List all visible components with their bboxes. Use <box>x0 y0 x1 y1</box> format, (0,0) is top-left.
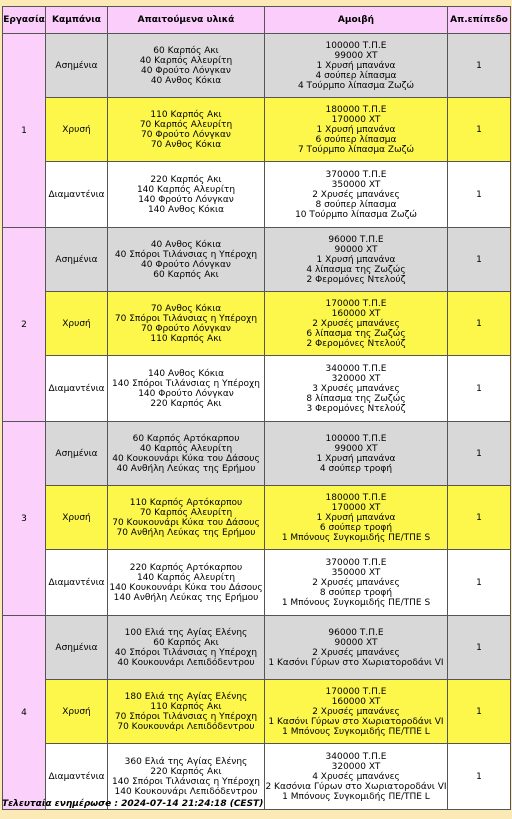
materials-cell <box>108 292 265 356</box>
required-level: 1 <box>448 550 511 616</box>
reward-item: 1 Χρυσή μπανάνα <box>316 512 396 523</box>
reward-item: 4 Τούρμπο λίπασμα Ζωζώ <box>297 80 415 91</box>
materials-cell <box>108 162 265 228</box>
material-item: 140 Καρπός Αλευρίτη <box>136 184 236 195</box>
material-item: 140 Καρπός Αλευρίτη <box>136 572 236 583</box>
materials-cell <box>108 680 265 744</box>
campaign-row <box>3 34 511 98</box>
reward-cell <box>265 550 448 616</box>
material-item: 40 Ανθήλη Λεύκας της Ερήμου <box>116 463 256 474</box>
material-item: 220 Καρπός Αρτόκαρπου <box>129 562 243 573</box>
reward-item: 340000 Τ.Π.Ε <box>325 363 387 374</box>
material-item: 70 Σπόροι Τιλάνσιας η Υπέροχη <box>114 711 258 722</box>
materials-cell <box>108 486 265 550</box>
reward-cell <box>265 680 448 744</box>
campaign-row <box>3 680 511 744</box>
required-level: 1 <box>448 228 511 292</box>
material-item: 70 Ανθος Κόκια <box>150 303 222 314</box>
task-number: 3 <box>3 422 46 616</box>
campaign-name: Διαμαντένια <box>46 162 108 228</box>
materials-cell <box>108 356 265 422</box>
campaign-row <box>3 98 511 162</box>
material-item: 70 Καρπός Αλευρίτη <box>139 119 233 130</box>
required-level: 1 <box>448 680 511 744</box>
material-item: 60 Καρπός Ακι <box>153 45 219 56</box>
reward-item: 350000 XT <box>331 567 381 578</box>
task-number: 2 <box>3 228 46 422</box>
campaign-name: Ασημένια <box>46 228 108 292</box>
reward-item: 8 σούπερ τροφή <box>319 587 393 598</box>
material-item: 100 Ελιά της Αγίας Ελένης <box>124 627 248 638</box>
campaign-row <box>3 486 511 550</box>
reward-item: 350000 XT <box>331 179 381 190</box>
reward-item: 2 Χρυσές μπανάνες <box>312 189 400 200</box>
campaign-row <box>3 616 511 680</box>
required-level: 1 <box>448 162 511 228</box>
required-level: 1 <box>448 98 511 162</box>
campaign-name: Χρυσή <box>46 292 108 356</box>
required-level: 1 <box>448 744 511 810</box>
campaign-name: Διαμαντένια <box>46 550 108 616</box>
reward-cell <box>265 422 448 486</box>
campaign-name: Ασημένια <box>46 422 108 486</box>
reward-item: 370000 Τ.Π.Ε <box>325 557 387 568</box>
campaign-row <box>3 550 511 616</box>
campaign-name: Ασημένια <box>46 616 108 680</box>
reward-item: 96000 Τ.Π.Ε <box>328 627 384 638</box>
reward-item: 6 λίπασμα της Ζωζώς <box>306 328 406 339</box>
reward-cell <box>265 228 448 292</box>
material-item: 70 Φρούτο Λόνγκαν <box>141 323 231 334</box>
material-item: 140 Φρούτο Λόνγκαν <box>138 388 234 399</box>
reward-item: 1 Μπόνους Συγκομιδής ΠΕ/ΤΠΕ L <box>282 726 430 737</box>
material-item: 70 Ανθος Κόκια <box>150 139 222 150</box>
material-item: 110 Καρπός Ακι <box>150 701 222 712</box>
reward-cell <box>265 744 448 810</box>
header-level: Απ.επίπεδο <box>448 7 511 34</box>
material-item: 110 Καρπός Αρτόκαρπου <box>129 497 243 508</box>
reward-cell <box>265 98 448 162</box>
reward-item: 1 Χρυσή μπανάνα <box>316 453 396 464</box>
reward-item: 1 Χρυσή μπανάνα <box>316 124 396 135</box>
required-level: 1 <box>448 34 511 98</box>
material-item: 140 Κουκουνάρι Λεπιδόδεντρου <box>114 786 258 797</box>
reward-item: 1 Μπόνους Συγκομιδής ΠΕ/ΤΠΕ L <box>282 791 430 802</box>
campaign-row <box>3 162 511 228</box>
material-item: 60 Καρπός Ακι <box>153 637 219 648</box>
reward-item: 320000 XT <box>331 373 381 384</box>
campaign-row <box>3 292 511 356</box>
material-item: 70 Φρούτο Λόνγκαν <box>141 129 231 140</box>
reward-item: 8 σούπερ λίπασμα <box>315 199 397 210</box>
reward-item: 2 Χρυσές μπανάνες <box>312 647 400 658</box>
required-level: 1 <box>448 292 511 356</box>
reward-item: 2 Κασόνια Γύρων στο Χωριατοροδάνι VI <box>265 781 447 792</box>
material-item: 180 Ελιά της Αγίας Ελένης <box>124 691 248 702</box>
materials-cell <box>108 228 265 292</box>
campaign-name: Ασημένια <box>46 34 108 98</box>
materials-cell <box>108 34 265 98</box>
material-item: 360 Ελιά της Αγίας Ελένης <box>124 756 248 767</box>
reward-item: 7 Τούρμπο λίπασμα Ζωζώ <box>297 144 415 155</box>
material-item: 110 Καρπός Ακι <box>150 333 222 344</box>
material-item: 40 Κουκουνάρι Λεπιδόδεντρου <box>117 657 255 668</box>
material-item: 140 Ανθήλη Λεύκας της Ερήμου <box>113 592 259 603</box>
materials-cell <box>108 98 265 162</box>
reward-item: 2 Χρυσές μπανάνες <box>312 318 400 329</box>
material-item: 40 Καρπός Αλευρίτη <box>139 55 233 66</box>
task-number: 4 <box>3 616 46 810</box>
reward-item: 180000 Τ.Π.Ε <box>325 104 387 115</box>
material-item: 40 Φρούτο Λόνγκαν <box>141 259 231 270</box>
quest-table <box>2 6 511 810</box>
material-item: 40 Ανθος Κόκια <box>150 75 222 86</box>
reward-item: 4 σούπερ τροφή <box>319 463 393 474</box>
header-task: Εργασία <box>3 7 46 34</box>
reward-item: 100000 Τ.Π.Ε <box>325 433 387 444</box>
materials-cell <box>108 550 265 616</box>
campaign-name: Διαμαντένια <box>46 744 108 810</box>
material-item: 220 Καρπός Ακι <box>150 174 222 185</box>
campaign-name: Χρυσή <box>46 486 108 550</box>
reward-cell <box>265 356 448 422</box>
reward-item: 1 Κασόνι Γύρων στο Χωριατοροδάνι VI <box>268 716 444 727</box>
required-level: 1 <box>448 356 511 422</box>
reward-item: 1 Μπόνους Συγκομιδής ΠΕ/ΤΠΕ S <box>281 532 431 543</box>
reward-item: 4 σούπερ λίπασμα <box>315 70 397 81</box>
material-item: 70 Κουκουνάρι Λεπιδόδεντρου <box>117 721 255 732</box>
header-campaign: Καμπάνια <box>46 7 108 34</box>
reward-item: 10 Τούρμπο λίπασμα Ζωζώ <box>295 209 417 220</box>
required-level: 1 <box>448 616 511 680</box>
material-item: 70 Ανθήλη Λεύκας της Ερήμου <box>116 527 256 538</box>
material-item: 110 Καρπός Ακι <box>150 109 222 120</box>
reward-item: 6 σούπερ λίπασμα <box>315 134 397 145</box>
last-updated: Τελευταία ενημέρωσe : 2024-07-14 21:24:18 (CEST) <box>2 799 264 809</box>
materials-cell <box>108 422 265 486</box>
reward-item: 2 Χρυσές μπανάνες <box>312 577 400 588</box>
reward-item: 2 Χρυσές μπανάνες <box>312 706 400 717</box>
reward-cell <box>265 34 448 98</box>
reward-item: 170000 Τ.Π.Ε <box>325 686 387 697</box>
material-item: 220 Καρπός Ακι <box>150 398 222 409</box>
reward-item: 8 λίπασμα της Ζωζώς <box>306 393 406 404</box>
material-item: 40 Σπόροι Τιλάνσιας η Υπέροχη <box>114 249 258 260</box>
reward-item: 1 Κασόνι Γύρων στο Χωριατοροδάνι VI <box>268 657 444 668</box>
material-item: 140 Φρούτο Λόνγκαν <box>138 194 234 205</box>
reward-item: 3 Φερομόνες Ντελούζ <box>306 403 406 414</box>
material-item: 40 Κουκουνάρι Κύκα του Δάσους <box>112 453 260 464</box>
material-item: 70 Κουκουνάρι Κύκα του Δάσους <box>112 517 260 528</box>
header-materials: Απαιτούμενα υλικά <box>108 7 265 34</box>
campaign-row <box>3 356 511 422</box>
reward-item: 96000 Τ.Π.Ε <box>328 234 384 245</box>
reward-item: 100000 Τ.Π.Ε <box>325 40 387 51</box>
reward-item: 99000 XT <box>334 50 378 61</box>
reward-item: 4 Χρυσές μπανάνες <box>312 771 400 782</box>
reward-item: 180000 Τ.Π.Ε <box>325 492 387 503</box>
reward-item: 2 Φερομόνες Ντελούζ <box>306 274 406 285</box>
reward-item: 170000 XT <box>331 114 381 125</box>
header-reward: Αμοιβή <box>265 7 448 34</box>
material-item: 140 Ανθος Κόκια <box>147 368 225 379</box>
reward-item: 1 Χρυσή μπανάνα <box>316 60 396 71</box>
reward-item: 90000 XT <box>334 244 378 255</box>
reward-item: 6 σούπερ τροφή <box>319 522 393 533</box>
material-item: 70 Καρπός Αλευρίτη <box>139 507 233 518</box>
reward-cell <box>265 486 448 550</box>
required-level: 1 <box>448 422 511 486</box>
reward-item: 320000 XT <box>331 761 381 772</box>
reward-item: 160000 XT <box>331 308 381 319</box>
reward-cell <box>265 616 448 680</box>
header-row <box>3 7 511 34</box>
material-item: 40 Ανθος Κόκια <box>150 239 222 250</box>
reward-item: 90000 XT <box>334 637 378 648</box>
reward-item: 3 Χρυσές μπανάνες <box>312 383 400 394</box>
task-number: 1 <box>3 34 46 228</box>
reward-item: 99000 XT <box>334 443 378 454</box>
reward-item: 170000 XT <box>331 502 381 513</box>
material-item: 140 Σπόροι Τιλάνσιας η Υπέροχη <box>112 776 260 787</box>
material-item: 60 Καρπός Αρτόκαρπου <box>132 433 240 444</box>
campaign-row <box>3 422 511 486</box>
campaign-name: Χρυσή <box>46 680 108 744</box>
material-item: 140 Κουκουνάρι Κύκα του Δάσους <box>109 582 263 593</box>
reward-item: 160000 XT <box>331 696 381 707</box>
material-item: 220 Καρπός Ακι <box>150 766 222 777</box>
campaign-name: Διαμαντένια <box>46 356 108 422</box>
reward-item: 340000 Τ.Π.Ε <box>325 751 387 762</box>
reward-item: 2 Φερομόνες Ντελούζ <box>306 338 406 349</box>
reward-item: 370000 Τ.Π.Ε <box>325 169 387 180</box>
material-item: 40 Καρπός Αλευρίτη <box>139 443 233 454</box>
campaign-name: Χρυσή <box>46 98 108 162</box>
material-item: 70 Σπόροι Τιλάνσιας η Υπέροχη <box>114 313 258 324</box>
quest-table-body <box>3 34 511 810</box>
material-item: 60 Καρπός Ακι <box>153 269 219 280</box>
campaign-row <box>3 228 511 292</box>
required-level: 1 <box>448 486 511 550</box>
material-item: 40 Φρούτο Λόνγκαν <box>141 65 231 76</box>
reward-item: 1 Μπόνους Συγκομιδής ΠΕ/ΤΠΕ S <box>281 597 431 608</box>
reward-item: 170000 Τ.Π.Ε <box>325 298 387 309</box>
reward-item: 1 Χρυσή μπανάνα <box>316 254 396 265</box>
reward-cell <box>265 162 448 228</box>
reward-item: 4 λίπασμα της Ζωζώς <box>306 264 406 275</box>
material-item: 140 Σπόροι Τιλάνσιας η Υπέροχη <box>112 378 260 389</box>
material-item: 140 Ανθος Κόκια <box>147 204 225 215</box>
reward-cell <box>265 292 448 356</box>
material-item: 40 Σπόροι Τιλάνσιας η Υπέροχη <box>114 647 258 658</box>
materials-cell <box>108 616 265 680</box>
